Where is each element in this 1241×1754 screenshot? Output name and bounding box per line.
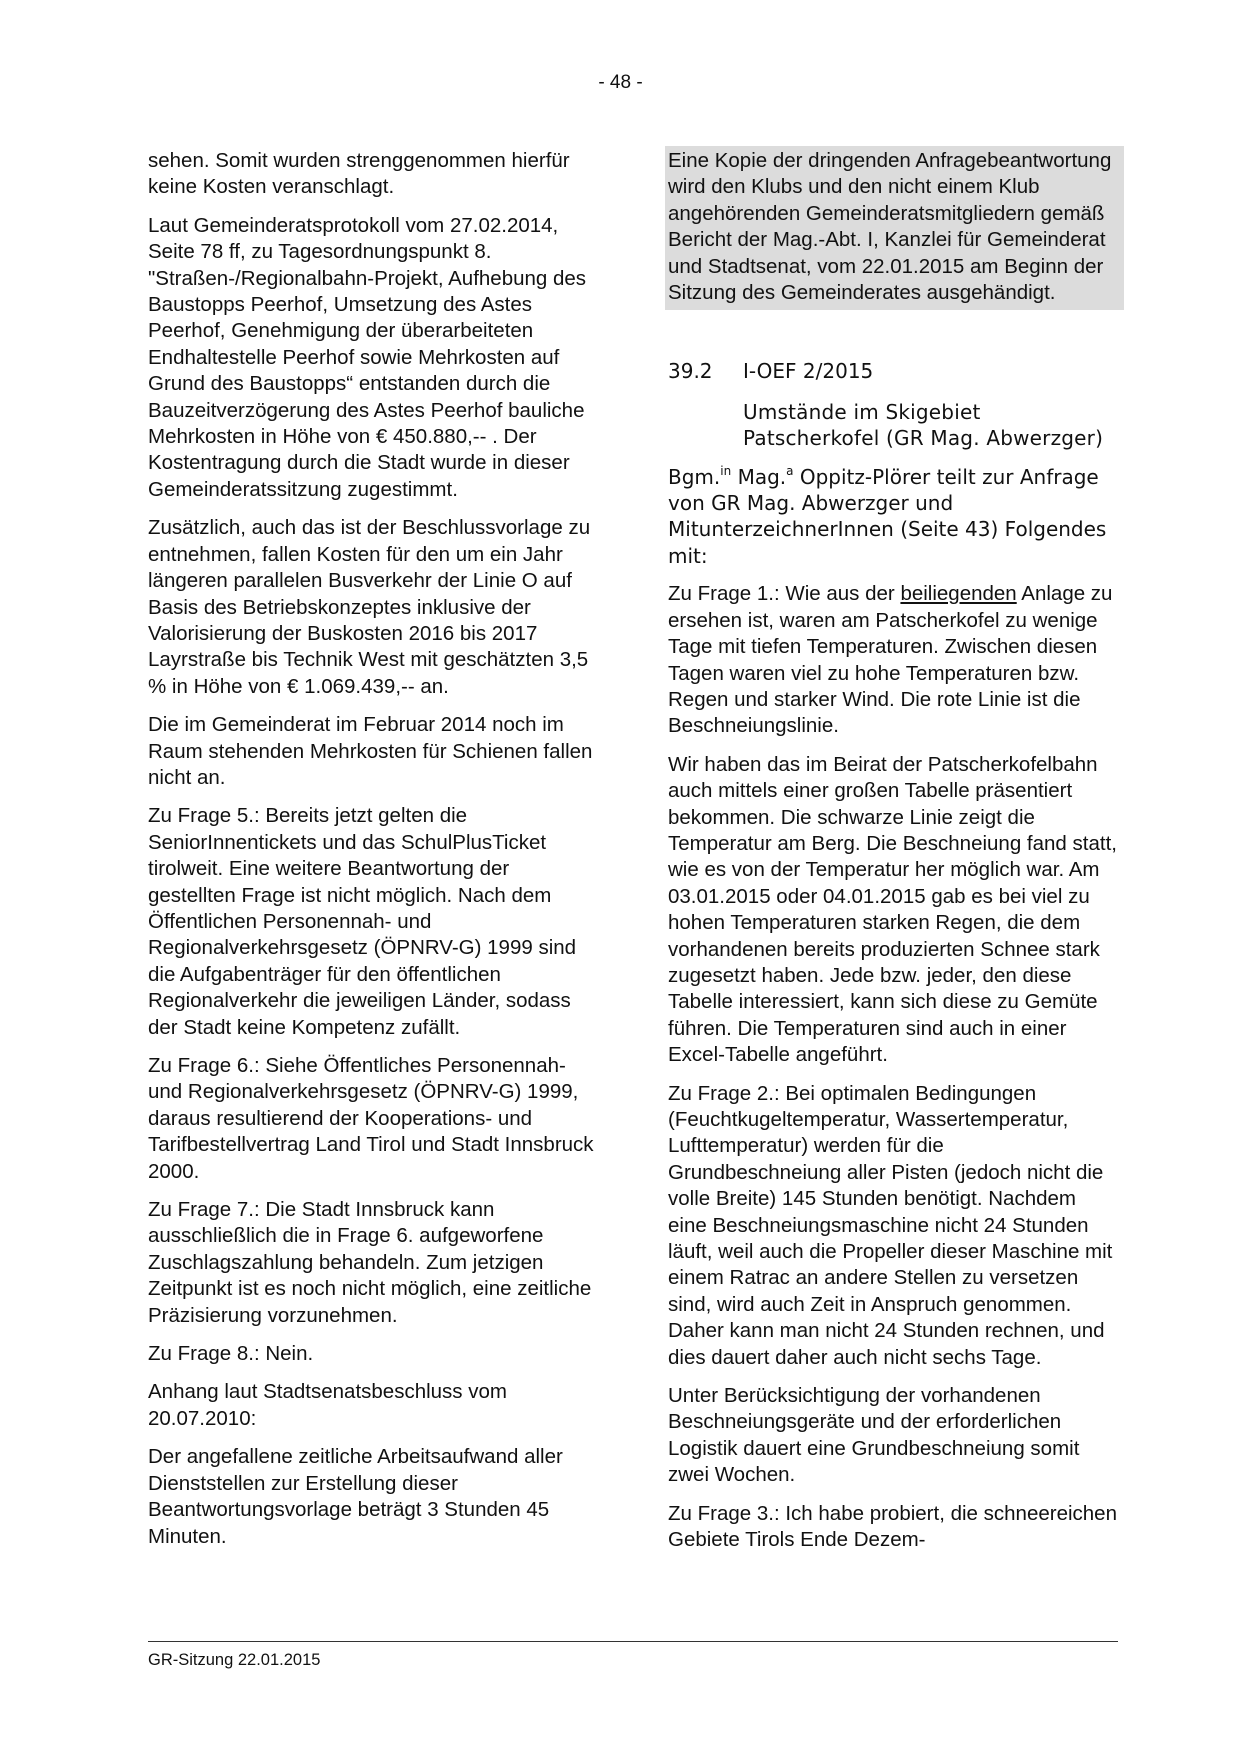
paragraph: Unter Berücksichtigung der vorhandenen Beschneiungsgeräte und der erforderlichen Logistik dauert eine Grundbeschneiung somit zwei Wochen. [668, 1384, 1080, 1487]
distribution-notice: Eine Kopie der dringenden Anfragebeantwortung wird den Klubs und den nicht einem Klub angehörenden Gemeinderatsmitgliedern gemäß Bericht der Mag.-Abt. I, Kanzlei für Gemeinderat und Stadtsenat, vom 22.01.2015 am Beginn der Sitzung des Gemeinderates ausgehändigt. [665, 146, 1124, 310]
answer1-text-before: Zu Frage 1.: Wie aus der [668, 582, 901, 606]
paragraph: Zu Frage 7.: Die Stadt Innsbruck kann ausschließlich die in Frage 6. aufgeworfene Zuschlagszahlung behandeln. Zum jetzigen Zeitpunkt ist es noch nicht möglich, eine zeitliche Präzisierung vorzunehmen. [148, 1198, 592, 1327]
attachment-link[interactable]: beiliegenden [900, 582, 1017, 606]
answer1-text-after: Anlage zu ersehen ist, waren am Patscherkofel zu wenige Tage mit tiefen Temperaturen. Zwischen diesen Tagen waren viel zu hohe Temperaturen bzw. Regen und starker Wind. Die rote Linie ist die Beschneiungslinie. [668, 582, 1113, 738]
paragraph: Zu Frage 6.: Siehe Öffentliches Personennah- und Regionalverkehrsgesetz (ÖPNRV-G) 1999, daraus resultierend der Kooperations- und Tarifbestellvertrag Land Tirol und Stadt Innsbruck 2000. [148, 1054, 594, 1183]
paragraph: Der angefallene zeitliche Arbeitsaufwand aller Dienststellen zur Erstellung dieser Beantwortungsvorlage beträgt 3 Stunden 45 Minuten. [148, 1445, 563, 1548]
paragraph: Anhang laut Stadtsenatsbeschluss vom 20.07.2010: [148, 1380, 507, 1430]
paragraph: Zu Frage 8.: Nein. [148, 1342, 314, 1366]
footer-text: GR-Sitzung 22.01.2015 [148, 1651, 321, 1669]
answer-intro [668, 464, 1120, 570]
left-column [148, 148, 600, 1562]
agenda-item-code: I-OEF 2/2015 [743, 359, 874, 384]
intro-rest: Oppitz-Plörer teilt zur Anfrage von GR Mag. Abwerzger und MitunterzeichnerInnen (Seite 43) Folgendes mit: [668, 464, 1107, 568]
paragraph: Die im Gemeinderat im Februar 2014 noch im Raum stehenden Mehrkosten für Schienen fallen nicht an. [148, 713, 593, 789]
agenda-item-number: 39.2 [668, 359, 713, 384]
intro-bgm: Bgm. [668, 464, 721, 489]
agenda-item-heading [668, 358, 1120, 384]
paragraph: Zu Frage 3.: Ich habe probiert, die schneereichen Gebiete Tirols Ende Dezem- [668, 1501, 1117, 1552]
paragraph: Zu Frage 5.: Bereits jetzt gelten die SeniorInnentickets und das SchulPlusTicket tirolweit. Eine weitere Beantwortung der gestellten Frage ist nicht möglich. Nach dem Öffentlichen Personennah- und Regionalverkehrsgesetz (ÖPNRV-G) 1999 sind die Aufgabenträger für den öffentlichen Regionalverkehr die jeweiligen Länder, sodass der Stadt keine Kompetenz zufällt. [148, 804, 577, 1039]
page-number: - 48 - [598, 72, 643, 93]
intro-bgm-sup: in [720, 463, 732, 478]
intro-mag: Mag. [731, 464, 787, 489]
answer-question-1 [668, 581, 1120, 739]
intro-mag-sup: a [786, 463, 794, 478]
footer-divider [148, 1641, 1118, 1642]
paragraph: Zu Frage 2.: Bei optimalen Bedingungen (Feuchtkugeltemperatur, Wassertemperatur, Lufttemperatur) werden für die Grundbeschneiung aller Pisten (jedoch nicht die volle Breite) 145 Stunden benötigt. Nachdem eine Beschneiungsmaschine nicht 24 Stunden läuft, weil auch die Propeller dieser Maschine mit einem Ratrac an andere Stellen zu versetzen sind, wird auch Zeit in Anspruch genommen. Daher kann man nicht 24 Stunden rechnen, und dies dauert daher auch nicht sechs Tage. [668, 1081, 1113, 1369]
paragraph: Zusätzlich, auch das ist der Beschlussvorlage zu entnehmen, fallen Kosten für den um ein Jahr längeren parallelen Busverkehr der Linie O auf Basis des Betriebskonzeptes inklusive der Valorisierung der Buskosten 2016 bis 2017 Layrstraße bis Technik West mit geschätzten 3,5 % in Höhe von € 1.069.439,-- an. [148, 516, 591, 698]
paragraph: sehen. Somit wurden strenggenommen hierfür keine Kosten veranschlagt. [148, 149, 570, 199]
paragraph: Laut Gemeinderatsprotokoll vom 27.02.2014, Seite 78 ff, zu Tagesordnungspunkt 8. "Straßen-/Regionalbahn-Projekt, Aufhebung des Baustopps Peerhof, Umsetzung des Astes Peerhof, Genehmigung der überarbeiteten Endhaltestelle Peerhof sowie Mehrkosten auf Grund des Baustopps“ entstanden durch die Bauzeitverzögerung des Astes Peerhof bauliche Mehrkosten in Höhe von € 450.880,-- . Der Kostentragung durch die Stadt wurde in dieser Gemeinderatssitzung zugestimmt. [148, 213, 587, 501]
agenda-item-title: Umstände im Skigebiet Patscherkofel (GR Mag. Abwerzger) [743, 399, 1104, 451]
right-column [668, 148, 1120, 1566]
paragraph: Wir haben das im Beirat der Patscherkofelbahn auch mittels einer großen Tabelle präsentiert bekommen. Die schwarze Linie zeigt die Temperatur am Berg. Die Beschneiung fand statt, wie es von der Temperatur her möglich war. Am 03.01.2015 oder 04.01.2015 gab es bei viel zu hohen Temperaturen starken Regen, die dem vorhandenen bereits produzierten Schnee stark zugesetzt haben. Jede bzw. jeder, den diese Tabelle interessiert, kann sich diese zu Gemüte führen. Die Temperaturen sind auch in einer Excel-Tabelle angeführt. [668, 752, 1117, 1067]
